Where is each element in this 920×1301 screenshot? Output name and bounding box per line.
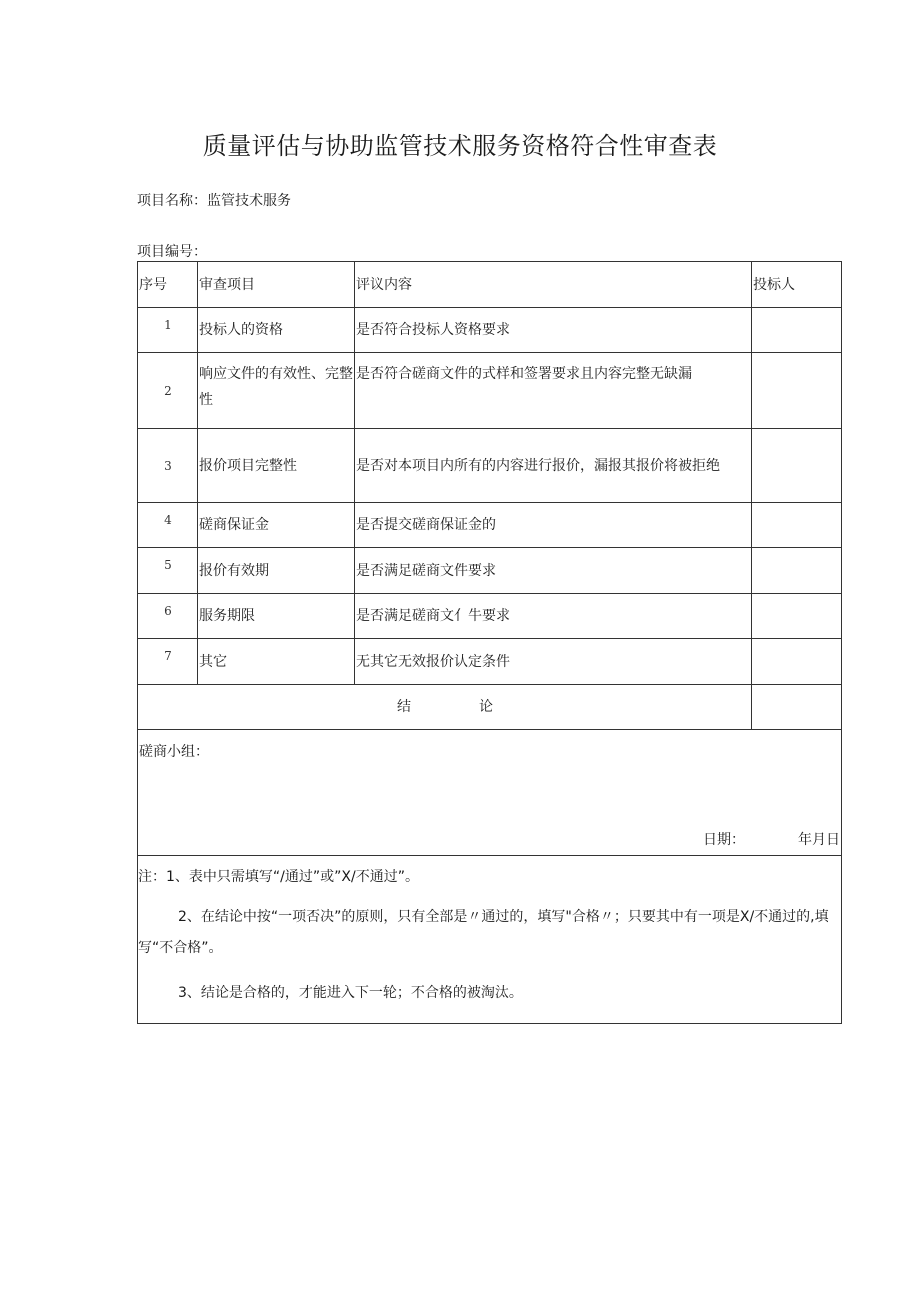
table-row: [138, 503, 842, 548]
table-row: [138, 353, 842, 429]
row-item: 响应文件的有效性、完整性: [198, 353, 355, 429]
conclusion-char-2: 论: [479, 699, 493, 715]
row-number: 3: [138, 429, 198, 503]
row-item: 其它: [198, 639, 355, 685]
note-2: 2、在结论中按“一项否决”的原则，只有全部是〃通过的，填写"合格〃；只要其中有一项是X/不通过的,填写“不合格”。: [138, 909, 829, 956]
bidder-cell[interactable]: [752, 594, 842, 639]
header-bidder: 投标人: [752, 262, 842, 308]
project-name: 项目名称：监管技术服务: [137, 193, 291, 209]
conclusion-cell[interactable]: [752, 685, 842, 730]
conclusion-label: [138, 685, 752, 730]
bidder-cell[interactable]: [752, 308, 842, 353]
group-panel: [138, 730, 842, 856]
row-number: 7: [138, 639, 198, 685]
table-row: [138, 308, 842, 353]
bidder-cell[interactable]: [752, 429, 842, 503]
notes-panel: [138, 856, 842, 1024]
date-label: 日期：: [703, 832, 745, 848]
row-content: 是否提交磋商保证金的: [355, 503, 752, 548]
table-row: [138, 639, 842, 685]
row-item: 投标人的资格: [198, 308, 355, 353]
row-number: 1: [138, 308, 198, 353]
row-content: 是否满足磋商文件要求: [355, 548, 752, 594]
conclusion-char-1: 结: [397, 699, 411, 715]
table-header-row: [138, 262, 842, 308]
note-3: 3、结论是合格的，才能进入下一轮；不合格的被淘汰。: [178, 985, 523, 1001]
conclusion-row: [138, 685, 842, 730]
row-number: 4: [138, 503, 198, 548]
bidder-cell[interactable]: [752, 639, 842, 685]
row-item: 磋商保证金: [198, 503, 355, 548]
header-seq: 序号: [138, 262, 198, 308]
bidder-cell[interactable]: [752, 503, 842, 548]
row-content: 是否符合磋商文件的式样和签署要求且内容完整无缺漏: [355, 353, 752, 429]
page-title: 质量评估与协助监管技术服务资格符合性审查表: [202, 132, 718, 160]
row-content: 无其它无效报价认定条件: [355, 639, 752, 685]
review-table: [137, 261, 842, 1024]
notes-row: [138, 856, 842, 1024]
row-number: 6: [138, 594, 198, 639]
group-label: 磋商小组：: [139, 744, 209, 760]
header-item: 审查项目: [198, 262, 355, 308]
row-content: 是否对本项目内所有的内容进行报价，漏报其报价将被拒绝: [355, 429, 752, 503]
row-number: 2: [138, 353, 198, 429]
table-row: [138, 594, 842, 639]
row-number: 5: [138, 548, 198, 594]
note-1: 注：1、表中只需填写“/通过”或”X/不通过”。: [138, 869, 419, 885]
bidder-cell[interactable]: [752, 353, 842, 429]
row-content: 是否符合投标人资格要求: [355, 308, 752, 353]
row-item: 报价项目完整性: [198, 429, 355, 503]
bidder-cell[interactable]: [752, 548, 842, 594]
table-row: [138, 548, 842, 594]
header-content: 评议内容: [355, 262, 752, 308]
table-row: [138, 429, 842, 503]
row-item: 服务期限: [198, 594, 355, 639]
row-content: 是否满足磋商文亻牛要求: [355, 594, 752, 639]
project-number: 项目编号：: [137, 244, 207, 260]
date-suffix: 年月日: [798, 832, 840, 848]
row-item: 报价有效期: [198, 548, 355, 594]
group-row: [138, 730, 842, 856]
